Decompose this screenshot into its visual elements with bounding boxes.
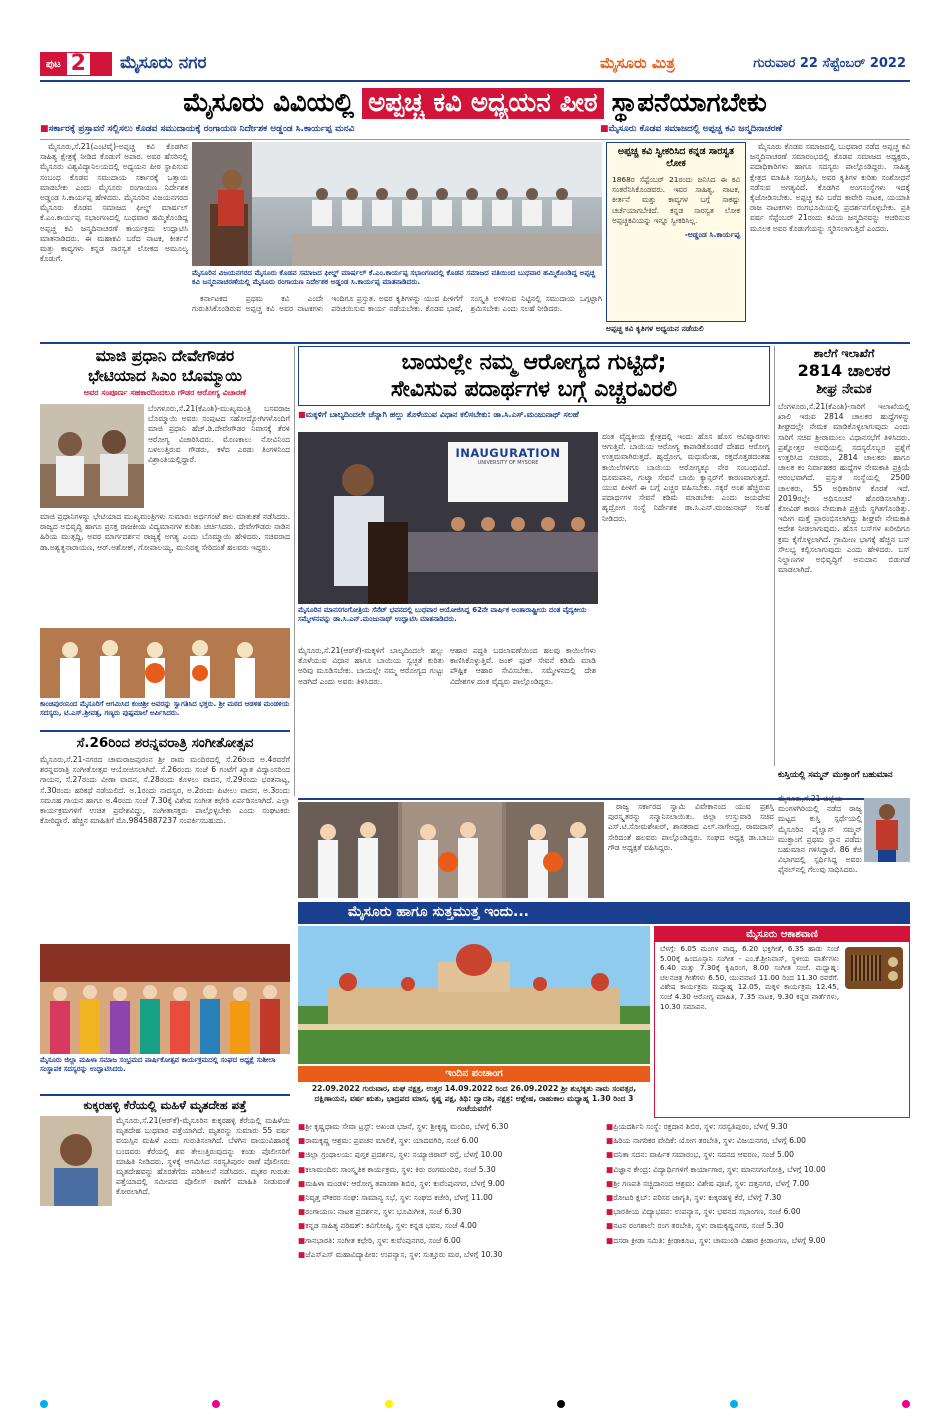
lead-headline	[40, 84, 910, 122]
health-title-1: ಬಾಯಲ್ಲೇ ನಮ್ಮ ಆರೋಗ್ಯದ ಗುಟ್ಟಿದೆ;	[401, 350, 667, 375]
lead-col1-text: ಮೈಸೂರು,ಸೆ.21(ಎಂಟಿವೈ)-ಅಪ್ಪಚ್ಚ ಕವಿ ಕೊಡಗಿನ ಸಾಹಿತ್ಯ ಕ್ಷೇತ್ರಕ್ಕೆ ನೀಡಿದ ಕೊಡುಗೆ ಅಪಾರ. ಅವರ ಹೆಸರಿನಲ್ಲಿ ಮೈಸೂರು ವಿಶ್ವವಿದ್ಯಾನಿಲಯದಲ್ಲಿ ಅಧ್ಯಯನ ಪೀಠ ಸ್ಥಾಪಿಸುವ ಸಂಬಂಧ ಕೊಡವ ಸಮುದಾಯ ಸರ್ಕಾರಕ್ಕೆ ಒತ್ತಾಯ ಮಾಡಬೇಕು ಎಂದು ಮೈಸೂರು ರಂಗಾಯಣ ನಿರ್ದೇಶಕ ಅಡ್ಡಂಡ ಸಿ.ಕಾರ್ಯಪ್ಪ ಹೇಳಿದರು. ಮೈಸೂರಿನ ವಿಜಯನಗರದ ಮೈಸೂರು ಕೊಡವ ಸಮಾಜದ ಫೀಲ್ಡ್ ಮಾರ್ಷಲ್ ಕೆ.ಎಂ.ಕಾರ್ಯಪ್ಪ ಸಭಾಂಗಣದಲ್ಲಿ ಬುಧವಾರ ಹಮ್ಮಿಕೊಂಡಿದ್ದ ಅಪ್ಪಚ್ಚ ಕವಿ ಜನ್ಮದಿನಾಚರಣೆ ಕಾರ್ಯಕ್ರಮ ಉದ್ಘಾಟಿಸಿ ಮಾತನಾಡಿದರು. ಈ ಮಹಾಕವಿ ಬರೆದ ನಾಟಕ, ಕೀರ್ತನೆ ಮತ್ತು ಕಾವ್ಯಗಳು ಕನ್ನಡ ಸಾರಸ್ವತ ಲೋಕದ ಅಮೂಲ್ಯ ಕೊಡುಗೆ.	[40, 142, 188, 264]
palace-photo-scene	[298, 926, 650, 1064]
radio-text: ಬೆಳಗ್ಗೆ: 6.05 ಮಂಗಳ ವಾದ್ಯ, 6.20 ಭಕ್ತಿಗೀತೆ, 6.35 ಹಾಡು ಸಂಜೆ 5.00ಕ್ಕೆ ಹಿಂದೂಸ್ತಾನಿ ಸಂಗೀತ - ಎಂ.ಕೆ.ಶ್ರೀನಿವಾಸ್, ಸ್ಥಳೀಯ ವಾರ್ತೆಗಳು 6.40 ಮತ್ತು 7.30ಕ್ಕೆ ಕೃಷಿರಂಗ, 8.00 ಸಂಗೀತ ಸಂಜೆ. ಮಧ್ಯಾಹ್ನ: ಚಲನಚಿತ್ರ ಗೀತೆಗಳು 6.50, ಯುವವಾಣಿ 11.00 ರಿಂದ 11.30 ರವರೆಗೆ. ವಿಶೇಷ ಕಾರ್ಯಕ್ರಮ ಮಧ್ಯಾಹ್ನ 12.05, ಮಕ್ಕಳ ಕಾರ್ಯಕ್ರಮ 12.45, ಸಂಜೆ 4.30 ಆರೋಗ್ಯ ಮಾಹಿತಿ, 7.35 ನಾಟಕ, 9.30 ಕನ್ನಡ ವಾರ್ತೆಗಳು, 10.30 ಸಮಾಪನ.	[660, 944, 839, 1011]
lead-right-col	[750, 142, 910, 338]
masthead	[40, 50, 910, 80]
recruitment-text: ಬೆಂಗಳೂರು,ಸೆ.21(ಕೆಎಂಶಿ)-ಸಾರಿಗೆ ಇಲಾಖೆಯಲ್ಲಿ ಖಾಲಿ ಇರುವ 2814 ಚಾಲಕರ ಹುದ್ದೆಗಳನ್ನು ಶೀಘ್ರದಲ್ಲೇ ನೇಮಕ ಮಾಡಿಕೊಳ್ಳಲಾಗುವುದು ಎಂದು ಸಾರಿಗೆ ಸಚಿವ ಶ್ರೀರಾಮುಲು ವಿಧಾನಸಭೆಗೆ ತಿಳಿಸಿದರು. ಪ್ರಶ್ನೋತ್ತರ ಅವಧಿಯಲ್ಲಿ ಸದಸ್ಯರೊಬ್ಬರ ಪ್ರಶ್ನೆಗೆ ಉತ್ತರಿಸಿದ ಸಚಿವರು, 2814 ಚಾಲಕರು ಹಾಗೂ ಚಾಲಕ ಕಂ ನಿರ್ವಾಹಕರ ಹುದ್ದೆಗಳ ನೇಮಕಾತಿ ಪ್ರಕ್ರಿಯೆ ಆರಂಭವಾಗಿದೆ. ಪ್ರಸ್ತುತ ಸಂಸ್ಥೆಯಲ್ಲಿ 2500 ಚಾಲಕರು, 55 ಅಧಿಕಾರಿಗಳ ಕೊರತೆ ಇದೆ. 2019ರಲ್ಲೇ ಅಧಿಸೂಚನೆ ಹೊರಡಿಸಲಾಗಿತ್ತು. ಕೋವಿಡ್ ಕಾರಣ ನೇಮಕಾತಿ ಪ್ರಕ್ರಿಯೆ ಸ್ಥಗಿತಗೊಂಡಿತ್ತು. ಇದೀಗ ಮತ್ತೆ ಪ್ರಾರಂಭಿಸಲಾಗಿದ್ದು ಶೀಘ್ರವೇ ನೇಮಕಾತಿ ಆದೇಶ ನೀಡಲಾಗುವುದು. ಹೊಸ ಬಸ್‌ಗಳ ಖರೀದಿಗೂ ಕ್ರಮ ಕೈಗೊಳ್ಳಲಾಗಿದೆ. ಗ್ರಾಮೀಣ ಭಾಗಕ್ಕೆ ಹೆಚ್ಚಿನ ಬಸ್ ಸೌಲಭ್ಯ ಕಲ್ಪಿಸಲಾಗುವುದು ಎಂದು ಹೇಳಿದರು. ಬಸ್ ನಿಲ್ದಾಣಗಳ ಅಭಿವೃದ್ಧಿಗೆ ಅನುದಾನ ಬಿಡುಗಡೆ ಮಾಡಲಾಗಿದೆ.	[778, 402, 910, 575]
health-text-left: ಮೈಸೂರು,ಸೆ.21(ಆರ್‌ಕೆ)-ಮಕ್ಕಳಿಗೆ ಬಾಲ್ಯದಿಂದಲೇ ಹಲ್ಲು ತೊಳೆಯುವ ವಿಧಾನ ಹಾಗೂ ಬಾಯಿಯ ಸ್ವಚ್ಛತೆ ಕುರಿತು ಅರಿವು ಮೂಡಿಸಬೇಕು. ಬಾಯಲ್ಲೇ ನಮ್ಮ ಆರೋಗ್ಯದ ಗುಟ್ಟು ಅಡಗಿದೆ ಎಂದು ಅವರು ತಿಳಿಸಿದರು.	[298, 646, 444, 686]
event-item: ■ ಜೆಎಸ್‌ಎಸ್ ಮಹಾವಿದ್ಯಾಪೀಠ: ಉಪನ್ಯಾಸ, ಸ್ಥಳ: ಸುತ್ತೂರು ಮಠ, ಬೆಳಗ್ಗೆ 10.30	[298, 1250, 602, 1260]
radio-box	[654, 926, 910, 1118]
obituary-text: ಮೈಸೂರು,ಸೆ.21(ಆರ್‌ಕೆ)-ಮೈಸೂರಿನ ಕುಕ್ಕರಹಳ್ಳಿ ಕೆರೆಯಲ್ಲಿ ಮಹಿಳೆಯ ಮೃತದೇಹ ಬುಧವಾರ ಪತ್ತೆಯಾಗಿದೆ. ಮೃತರನ್ನು ಸುಮಾರು 55 ವರ್ಷ ವಯಸ್ಸಿನ ಮಹಿಳೆ ಎಂದು ಗುರುತಿಸಲಾಗಿದೆ. ಬೆಳಗಿನ ವಾಯುವಿಹಾರಕ್ಕೆ ಬಂದವರು ಕೆರೆಯಲ್ಲಿ ಶವ ತೇಲುತ್ತಿರುವುದನ್ನು ಕಂಡು ಪೊಲೀಸರಿಗೆ ಮಾಹಿತಿ ನೀಡಿದರು. ಸ್ಥಳಕ್ಕೆ ಆಗಮಿಸಿದ ಸರಸ್ವತಿಪುರಂ ಠಾಣೆ ಪೊಲೀಸರು ಮೃತದೇಹವನ್ನು ಹೊರತೆಗೆದು ಪರಿಶೀಲನೆ ನಡೆಸಿದರು. ಮೃತರ ಗುರುತು ಪತ್ತೆಯಾದಲ್ಲಿ ಸಮೀಪದ ಪೊಲೀಸ್ ಠಾಣೆಗೆ ಮಾಹಿತಿ ನೀಡುವಂತೆ ಕೋರಲಾಗಿದೆ.	[116, 1116, 290, 1197]
issue-date: ಗುರುವಾರ 22 ಸೆಪ್ಟೆಂಬರ್ 2022	[753, 56, 906, 71]
quote-box	[606, 142, 746, 322]
radio-title: ಮೈಸೂರು ಆಕಾಶವಾಣಿ	[655, 927, 909, 942]
registration-dot	[902, 1400, 910, 1408]
kanchi-caption-text: ಕಾಂಚಿಪುರಂನಿಂದ ಮೈಸೂರಿಗೆ ಆಗಮಿಸಿದ ಕಂಚಿಶ್ರೀ ಅವರನ್ನು ಸ್ವಾಗತಿಸಿದ ಭಕ್ತರು. ಶ್ರೀ ಮಠದ ಆಡಳಿತ ಮಂಡಳಿಯ ಸದಸ್ಯರು, ಟಿ.ಎಸ್.ಶ್ರೀವತ್ಸ, ಗಣ್ಯರು ಪುಷ್ಪಮಾಲೆ ಅರ್ಪಿಸಿದರು.	[40, 700, 290, 717]
page-number-badge	[40, 52, 112, 76]
devegowda-text-2: ಮಾಜಿ ಪ್ರಧಾನಿಗಳನ್ನು ಭೇಟಿಯಾದ ಮುಖ್ಯಮಂತ್ರಿಗಳು ಸುಮಾರು ಅರ್ಧಗಂಟೆ ಕಾಲ ಮಾತುಕತೆ ನಡೆಸಿದರು. ರಾಜ್ಯದ ಅಭಿವೃದ್ಧಿ ಹಾಗೂ ಪ್ರಸಕ್ತ ರಾಜಕೀಯ ವಿದ್ಯಮಾನಗಳ ಕುರಿತು ಚರ್ಚಿಸಿದರು. ದೇವೇಗೌಡರು ನಾಡಿನ ಹಿರಿಯ ಮುತ್ಸದ್ದಿ, ಅವರ ಮಾರ್ಗದರ್ಶನ ರಾಜ್ಯಕ್ಕೆ ಅಗತ್ಯ ಎಂದು ಬೊಮ್ಮಾಯಿ ಹೇಳಿದರು. ಸಚಿವರಾದ ಡಾ.ಅಶ್ವತ್ಥನಾರಾಯಣ, ಆರ್.ಅಶೋಕ್, ಗೋಪಾಲಯ್ಯ, ಮುನಿರತ್ನ ಸೇರಿದಂತೆ ಹಲವರು ಇದ್ದರು.	[40, 512, 290, 552]
event-item: ■ ಮಹಿಳಾ ಮಂಡಳಿ: ಆರೋಗ್ಯ ತಪಾಸಣಾ ಶಿಬಿರ, ಸ್ಥಳ: ಕುವೆಂಪುನಗರ, ಬೆಳಗ್ಗೆ 9.00	[298, 1179, 602, 1189]
health-story	[298, 346, 770, 796]
wrestling-story	[778, 770, 910, 898]
lead-subhead-left: ■ ಸರ್ಕಾರಕ್ಕೆ ಪ್ರಸ್ತಾವನೆ ಸಲ್ಲಿಸಲು ಕೊಡವ ಸಮುದಾಯಕ್ಕೆ ರಂಗಾಯಣ ನಿರ್ದೇಶಕ ಅಡ್ಡಂಡ ಸಿ.ಕಾರ್ಯಪ್ಪ ಮನವಿ	[40, 124, 354, 134]
navaratri-story	[40, 734, 290, 1094]
health-caption	[298, 606, 598, 642]
event-item: ■ ಶ್ರೀ ಕೃಷ್ಣಧಾಮ ಸೇವಾ ಟ್ರಸ್ಟ್: ಅಖಂಡ ಭಜನೆ, ಸ್ಥಳ: ಶ್ರೀಕೃಷ್ಣ ಮಂದಿರ, ಬೆಳಗ್ಗೆ 6.30	[298, 1122, 602, 1132]
event-item: ■ ನಿವೃತ್ತ ನೌಕರರ ಸಂಘ: ಸಾಮಾನ್ಯ ಸಭೆ, ಸ್ಥಳ: ಸಂಘದ ಕಚೇರಿ, ಬೆಳಗ್ಗೆ 11.00	[298, 1193, 602, 1203]
registration-dot	[557, 1400, 565, 1408]
section-rule-1	[40, 342, 910, 344]
event-item: ■ ಭಾರತೀಯ ವಿದ್ಯಾಭವನ: ಉಪನ್ಯಾಸ, ಸ್ಥಳ: ಭವನದ ಸಭಾಂಗಣ, ಸಂಜೆ 6.00	[606, 1207, 910, 1217]
events-banner-text: ಮೈಸೂರು ಹಾಗೂ ಸುತ್ತಮುತ್ತ ಇಂದು...	[348, 904, 529, 920]
inauguration-sub: UNIVERSITY OF MYSORE	[477, 460, 539, 466]
wrestling-title: ಕುಸ್ತಿಯಲ್ಲಿ ಸಮ್ಮನ್ ಮುಕ್ತಾಂಗೆ ಬಹುಮಾನ	[778, 770, 893, 780]
panchanga-title-bar	[298, 1066, 650, 1082]
event-item: ■ ಗಾನಭಾರತಿ: ಸಂಗೀತ ಕಛೇರಿ, ಸ್ಥಳ: ಕುವೆಂಪುನಗರ, ಸಂಜೆ 6.00	[298, 1236, 602, 1246]
lead-under-photo	[192, 294, 602, 338]
kanchi-photo	[40, 628, 290, 698]
event-item: ■ ಪ್ರಿಯದರ್ಶಿನಿ ಸಂಸ್ಥೆ: ರಕ್ತದಾನ ಶಿಬಿರ, ಸ್ಥಳ: ಸರಸ್ವತಿಪುರಂ, ಬೆಳಗ್ಗೆ 9.30	[606, 1122, 910, 1132]
page-number: 2	[67, 53, 90, 75]
vertical-divider-1	[294, 346, 295, 796]
obituary-title: ಕುಕ್ಕರಹಳ್ಳಿ ಕೆರೆಯಲ್ಲಿ ಮಹಿಳೆ ಮೃತದೇಹ ಪತ್ತೆ	[83, 1098, 247, 1112]
devegowda-title-2: ಭೇಟಿಯಾದ ಸಿಎಂ ಬೊಮ್ಮಾಯಿ	[88, 367, 242, 385]
registration-dot	[212, 1400, 220, 1408]
panchanga-text-body: 22.09.2022 ಗುರುವಾರ, ಮಘ ನಕ್ಷತ್ರ, ಉತ್ತರ 14.09.2022 ರಿಂದ 26.09.2022 ಶ್ರೀ ಶುಭಕೃತು ನಾಮ ಸಂವತ್ಸರ, ದಕ್ಷಿಣಾಯನ, ವರ್ಷ ಋತು, ಭಾದ್ರಪದ ಮಾಸ, ಕೃಷ್ಣ ಪಕ್ಷ, ತಿಥಿ: ದ್ವಾದಶಿ, ನಕ್ಷತ್ರ: ಆಶ್ಲೇಷ, ರಾಹುಕಾಲ ಮಧ್ಯಾಹ್ನ 1.30 ರಿಂದ 3 ಗಂಟೆಯವರೆಗೆ	[311, 1084, 637, 1114]
obituary-photo-scene	[40, 1116, 112, 1206]
devegowda-photo	[40, 404, 144, 508]
lead-column-1	[40, 142, 188, 322]
devegowda-subhead: ಅವರ ಸಂಪೂರ್ಣ ಸಹಕಾರದಿಂದಲೂ ಗೌಡರ ಆರೋಗ್ಯ ವಿಚಾರಣೆ	[83, 388, 247, 397]
recruitment-title-3: ಶೀಘ್ರ ನೇಮಕ	[816, 382, 872, 397]
lead-subhead-right: ■ ಮೈಸೂರು ಕೊಡವ ಸಮಾಜದಲ್ಲಿ ಅಪ್ಪಚ್ಚ ಕವಿ ಜನ್ಮದಿನಾಚರಣೆ	[600, 124, 782, 134]
headline-part2: ಅಪ್ಪಚ್ಚ ಕವಿ ಅಧ್ಯಯನ ಪೀಠ	[362, 88, 604, 119]
event-item: ■ ರೋಟರಿ ಕ್ಲಬ್: ಪರಿಸರ ಜಾಗೃತಿ, ಸ್ಥಳ: ಕುಕ್ಕರಹಳ್ಳಿ ಕೆರೆ, ಬೆಳಗ್ಗೆ 7.30	[606, 1193, 910, 1203]
registration-dot	[385, 1400, 393, 1408]
recruitment-story	[778, 346, 910, 766]
lead-bottom-text: ಅಪ್ಪಚ್ಚ ಕವಿ ಕೃತಿಗಳ ಅಧ್ಯಯನ ನಡೆಯಲಿ	[606, 324, 704, 333]
masthead-rule	[40, 80, 910, 82]
page-label: ಪುಟ	[46, 58, 61, 70]
headline-part1: ಮೈಸೂರು ವಿವಿಯಲ್ಲಿ	[183, 87, 355, 118]
registration-dot	[730, 1400, 738, 1408]
wrestling-photo	[864, 798, 910, 862]
inauguration-text: INAUGURATION	[455, 446, 561, 460]
devegowda-text-1: ಬೆಂಗಳೂರು,ಸೆ.21(ಕೆಎಂಶಿ)-ಮುಖ್ಯಮಂತ್ರಿ ಬಸವರಾಜ ಬೊಮ್ಮಾಯಿ ಅವರು ಸಂಪುಟದ ಸಹೋದ್ಯೋಗಿಗಳೊಂದಿಗೆ ಮಾಜಿ ಪ್ರಧಾನಿ ಹೆಚ್.ಡಿ.ದೇವೇಗೌಡರ ನಿವಾಸಕ್ಕೆ ತೆರಳಿ ಆರೋಗ್ಯ ವಿಚಾರಿಸಿದರು. ಮೊಣಕಾಲು ನೋವಿನಿಂದ ಬಳಲುತ್ತಿರುವ ಗೌಡರು, ಕಳೆದ ಎರಡು ತಿಂಗಳಿನಿಂದ ವಿಶ್ರಾಂತಿಯಲ್ಲಿದ್ದಾರೆ.	[148, 404, 290, 465]
navaratri-caption-text: ಮೈಸೂರು ಜಿಲ್ಲಾ ಮಹಿಳಾ ಸಮಾಜ ಸಂಭ್ರಮದ ವಾರ್ಷಿಕೋತ್ಸವ ಕಾರ್ಯಕ್ರಮದಲ್ಲಿ ಸಂಘದ ಅಧ್ಯಕ್ಷೆ ಸುಶೀಲಾ ಸಂಸ್ಥಾಪಕ ಸದಸ್ಯರನ್ನು ಉದ್ಘಾಟಿಸಿದರು.	[40, 1056, 276, 1073]
events-list-left	[298, 1122, 602, 1372]
devegowda-photo-scene	[40, 404, 144, 508]
felicitation-photo-row	[298, 802, 604, 898]
event-item: ■ ಕನ್ನಡ ಸಾಹಿತ್ಯ ಪರಿಷತ್: ಕವಿಗೋಷ್ಠಿ, ಸ್ಥಳ: ಕನ್ನಡ ಭವನ, ಸಂಜೆ 4.00	[298, 1221, 602, 1231]
vertical-divider-2	[774, 346, 775, 766]
lead-photo-caption	[192, 268, 602, 292]
felicitation-text	[608, 802, 774, 898]
paper-name: ಮೈಸೂರು ಮಿತ್ರ	[600, 54, 675, 72]
event-item: ■ ಜಿಲ್ಲಾ ಗ್ರಂಥಾಲಯ: ಪುಸ್ತಕ ಪ್ರದರ್ಶನ, ಸ್ಥಳ: ಸಯ್ಯಾಜಿರಾವ್ ರಸ್ತೆ, ಬೆಳಗ್ಗೆ 10.00	[298, 1150, 602, 1160]
lead-right-text: ಮೈಸೂರು ಕೊಡವ ಸಮಾಜದಲ್ಲಿ ಬುಧವಾರ ನಡೆದ ಅಪ್ಪಚ್ಚ ಕವಿ ಜನ್ಮದಿನಾಚರಣೆ ಸಮಾರಂಭದಲ್ಲಿ ಕೊಡವ ಸಮಾಜದ ಅಧ್ಯಕ್ಷರು, ಪದಾಧಿಕಾರಿಗಳು ಹಾಗೂ ಸದಸ್ಯರು ಪಾಲ್ಗೊಂಡಿದ್ದರು. ಸಾಹಿತ್ಯ ಕ್ಷೇತ್ರದ ಮಾಹಿತಿ ಸಂಗ್ರಹಿಸಿ, ಅವರ ಕೃತಿಗಳ ಕುರಿತು ಸಂಶೋಧನೆ ನಡೆಸುವ ಅಗತ್ಯವಿದೆ. ಕೊಡಗಿನ ಅಂಗಸಂಸ್ಥೆಗಳು ಇದಕ್ಕೆ ಕೈಜೋಡಿಸಬೇಕು. ಅಪ್ಪಚ್ಚ ಕವಿ ಬರೆದ ಕಾವೇರಿ ನಾಟಕ, ಯಯಾತಿ ರಾಜ ನಾಟಕಗಳು ರಂಗಭೂಮಿಯಲ್ಲಿ ಪ್ರದರ್ಶನಗೊಳ್ಳಬೇಕು. ಪ್ರತಿ ವರ್ಷ ಸೆಪ್ಟೆಂಬರ್ 21ರಂದು ಕವಿಯ ಜನ್ಮದಿನವನ್ನು ಆಚರಿಸುವ ಮೂಲಕ ಅವರ ಕೊಡುಗೆಯನ್ನು ಸ್ಮರಿಸಲಾಗುತ್ತಿದೆ ಎಂದರು.	[750, 142, 910, 233]
devegowda-story	[40, 346, 290, 726]
registration-marks	[40, 1400, 910, 1410]
recruitment-title-1: ಶಾಲೆಗೆ ಇಲಾಖೆಗೆ	[813, 347, 875, 360]
event-item: ■ ನಟನ ರಂಗಶಾಲೆ: ರಂಗ ತರಬೇತಿ, ಸ್ಥಳ: ರಾಮಕೃಷ್ಣನಗರ, ಸಂಜೆ 5.30	[606, 1221, 910, 1231]
health-text-mid: ಆಹಾರ ಪದ್ಧತಿ ಬದಲಾವಣೆಯಿಂದ ಹಲವು ಕಾಯಿಲೆಗಳು ಕಾಣಿಸಿಕೊಳ್ಳುತ್ತಿವೆ. ಜಂಕ್ ಫುಡ್ ಸೇವನೆ ಕಡಿಮೆ ಮಾಡಿ ಪೌಷ್ಟಿಕ ಆಹಾರ ಸೇವಿಸಬೇಕು. ಸಮ್ಮೇಳನದಲ್ಲಿ ದೇಶ ವಿದೇಶಗಳ ದಂತ ವೈದ್ಯರು ಪಾಲ್ಗೊಂಡಿದ್ದರು.	[450, 646, 596, 686]
health-caption-text: ಮೈಸೂರಿನ ಮಾನಸಗಂಗೋತ್ರಿಯ ಸೆನೆಟ್ ಭವನದಲ್ಲಿ ಬುಧವಾರ ಆಯೋಜಿಸಿದ್ದ 62ನೇ ವಾರ್ಷಿಕ ಅಂತಾರಾಷ್ಟ್ರೀಯ ದಂತ ವೈದ್ಯಕೀಯ ಸಮ್ಮೇಳನವನ್ನು ಡಾ.ಸಿ.ಎನ್.ಮಂಜುನಾಥ್ ಉದ್ಘಾಟಿಸಿ ಮಾತನಾಡಿದರು.	[298, 606, 587, 623]
health-text-right: ದಂತ ವೈದ್ಯಕೀಯ ಕ್ಷೇತ್ರದಲ್ಲಿ ಇಂದು ಹೊಸ ಹೊಸ ಆವಿಷ್ಕಾರಗಳು ಆಗುತ್ತಿವೆ. ಬಾಯಿಯ ಆರೋಗ್ಯ ಕಾಪಾಡಿಕೊಂಡರೆ ದೇಹದ ಆರೋಗ್ಯ ಉತ್ತಮವಾಗಿರುತ್ತದೆ. ಹೃದ್ರೋಗ, ಮಧುಮೇಹ, ರಕ್ತದೊತ್ತಡದಂತಹ ಕಾಯಿಲೆಗಳಿಗೂ ಬಾಯಿಯ ಆರೋಗ್ಯಕ್ಕೂ ನೇರ ಸಂಬಂಧವಿದೆ. ಧೂಮಪಾನ, ಗುಟ್ಕಾ ಸೇವನೆ ಬಾಯಿ ಕ್ಯಾನ್ಸರ್‌ಗೆ ಕಾರಣವಾಗುತ್ತದೆ. ಯುವ ಪೀಳಿಗೆ ಈ ಬಗ್ಗೆ ಎಚ್ಚರ ವಹಿಸಬೇಕು. ಸಕ್ಕರೆ ಅಂಶ ಹೆಚ್ಚಿರುವ ಪದಾರ್ಥಗಳ ಸೇವನೆ ಕಡಿಮೆ ಮಾಡಬೇಕು ಎಂದು ಜಯದೇವ ಹೃದ್ರೋಗ ಸಂಸ್ಥೆ ನಿರ್ದೇಶಕ ಡಾ.ಸಿ.ಎನ್.ಮಂಜುನಾಥ್ ಸಲಹೆ ನೀಡಿದರು.	[602, 432, 770, 523]
obituary-story	[40, 1098, 290, 1370]
panchanga-text	[298, 1084, 650, 1118]
quote-box-author: -ಅಡ್ಡಂಡ ಸಿ.ಕಾರ್ಯಪ್ಪ	[684, 230, 740, 240]
section-rule-3	[40, 1094, 290, 1096]
event-item: ■ ವಿಜ್ಞಾನ ಕೇಂದ್ರ: ವಿದ್ಯಾರ್ಥಿಗಳಿಗೆ ಕಾರ್ಯಾಗಾರ, ಸ್ಥಳ: ಮಾನಸಗಂಗೋತ್ರಿ, ಬೆಳಗ್ಗೆ 10.00	[606, 1165, 910, 1175]
section-name: ಮೈಸೂರು ನಗರ	[120, 53, 207, 73]
health-subhead: ■ ಮಕ್ಕಳಿಗೆ ಬಾಲ್ಯದಿಂದಲೇ ಚೆನ್ನಾಗಿ ಹಲ್ಲು ತೊಳೆಯುವ ವಿಧಾನ ಕಲಿಸಬೇಕು: ಡಾ.ಸಿ.ಎಸ್.ಮಂಜುನಾಥ್ ಸಲಹೆ	[298, 409, 770, 420]
health-title-2: ಸೇವಿಸುವ ಪದಾರ್ಥಗಳ ಬಗ್ಗೆ ಎಚ್ಚರವಿರಲಿ	[390, 377, 678, 402]
obituary-photo	[40, 1116, 112, 1206]
event-item: ■ ರಂಗಾಯಣ: ನಾಟಕ ಪ್ರದರ್ಶನ, ಸ್ಥಳ: ಭೂಮಿಗೀತ, ಸಂಜೆ 6.30	[298, 1207, 602, 1217]
kanchi-caption	[40, 700, 290, 726]
event-item: ■ ದಸರಾ ಕ್ರೀಡಾ ಸಮಿತಿ: ಕ್ರೀಡಾಕೂಟ, ಸ್ಥಳ: ಚಾಮುಂಡಿ ವಿಹಾರ ಕ್ರೀಡಾಂಗಣ, ಬೆಳಗ್ಗೆ 9.00	[606, 1236, 910, 1246]
kanchi-photo-scene	[40, 628, 290, 698]
section-rule-2	[40, 730, 290, 732]
health-photo	[298, 432, 598, 604]
divider	[40, 139, 910, 140]
event-item: ■ ಶ್ರೀ ಗಣಪತಿ ಸಚ್ಚಿದಾನಂದ ಆಶ್ರಮ: ವಿಶೇಷ ಪೂಜೆ, ಸ್ಥಳ: ದತ್ತನಗರ, ಬೆಳಗ್ಗೆ 7.00	[606, 1179, 910, 1189]
navaratri-photo	[40, 944, 290, 1054]
navaratri-text: ಮೈಸೂರು,ಸೆ.21-ನಗರದ ಚಾಮರಾಜಪುರಂನ ಶ್ರೀ ರಾಮ ಮಂದಿರದಲ್ಲಿ ಸೆ.26ರಿಂದ ಅ.4ರವರೆಗೆ ಶರನ್ನವರಾತ್ರಿ ಸಂಗೀತೋತ್ಸವ ಆಯೋಜಿಸಲಾಗಿದೆ. ಸೆ.26ರಂದು ಸಂಜೆ 6 ಗಂಟೆಗೆ ಖ್ಯಾತ ವಿದ್ವಾಂಸರಿಂದ ಗಾಯನ, ಸೆ.27ರಂದು ವೀಣಾ ವಾದನ, ಸೆ.28ರಂದು ಕೊಳಲು ವಾದನ, ಸೆ.29ರಂದು ಭರತನಾಟ್ಯ, ಸೆ.30ರಂದು ಹರಿಕಥೆ ನಡೆಯಲಿದೆ. ಅ.1ರಂದು ನಾದಸ್ವರ, ಅ.2ರಂದು ಪಿಟೀಲು ವಾದನ, ಅ.3ರಂದು ಸಮೂಹ ಗಾಯನ ಹಾಗೂ ಅ.4ರಂದು ಸಂಜೆ 7.30ಕ್ಕೆ ವಿಶೇಷ ಸಂಗೀತ ಕಛೇರಿ ಏರ್ಪಡಿಸಲಾಗಿದೆ. ಎಲ್ಲಾ ಕಾರ್ಯಕ್ರಮಗಳಿಗೆ ಉಚಿತ ಪ್ರವೇಶವಿದ್ದು, ಸಂಗೀತಾಸಕ್ತರು ಪಾಲ್ಗೊಳ್ಳಬೇಕು ಎಂದು ಸಂಘಟಕರು ಕೋರಿದ್ದಾರೆ. ಹೆಚ್ಚಿನ ಮಾಹಿತಿಗೆ ಮೊ.9845887237 ಸಂಪರ್ಕಿಸಬಹುದು.	[40, 755, 290, 826]
navaratri-title: ಸೆ.26ರಿಂದ ಶರನ್ನವರಾತ್ರಿ ಸಂಗೀತೋತ್ಸವ	[76, 735, 254, 751]
quote-box-title: ಅಪ್ಪಚ್ಚ ಕವಿ ಸ್ವೀಕರಿಸಿದ ಕನ್ನಡ ಸಾರಸ್ವತ ಲೋಕ	[617, 146, 735, 169]
navaratri-photo-scene	[40, 944, 290, 1054]
felicitation-photo-scene	[298, 802, 604, 898]
registration-dot	[40, 1400, 48, 1408]
navaratri-caption	[40, 1056, 290, 1092]
lead-photo-scene	[192, 142, 602, 266]
events-banner	[298, 902, 910, 924]
lead-photo	[192, 142, 602, 266]
panchanga-title: ಇಂದಿನ ಪಂಚಾಂಗ	[445, 1068, 503, 1079]
wrestling-photo-scene	[864, 798, 910, 862]
wrestling-text: ಮೈಸೂರು,ಸೆ.21-ಜಿಲ್ಲೆಯ ಮಂಗಳಗಿರಿಯಲ್ಲಿ ನಡೆದ ರಾಜ್ಯ ಮಟ್ಟದ ಕುಸ್ತಿ ಸ್ಪರ್ಧೆಯಲ್ಲಿ ಮೈಸೂರಿನ ಪೈಲ್ವಾನ್ ಸಮ್ಮನ್ ಮುಕ್ತಾಂಗೆ ಪ್ರಥಮ ಸ್ಥಾನ ಪಡೆದು ಬಹುಮಾನ ಗಳಿಸಿದ್ದಾರೆ. 86 ಕೆಜಿ ವಿಭಾಗದಲ್ಲಿ ಸ್ಪರ್ಧಿಸಿದ್ದ ಅವರು ಫೈನಲ್‌ನಲ್ಲಿ ಗೆಲುವು ಸಾಧಿಸಿದರು.	[778, 794, 862, 875]
felicitation-text-body: ರಾಜ್ಯ ಸರ್ಕಾರದ ಸ್ವಾಮಿ ವಿವೇಕಾನಂದ ಯುವ ಪ್ರಶಸ್ತಿ ಪುರಸ್ಕೃತರನ್ನು ಸನ್ಮಾನಿಸಲಾಯಿತು. ಜಿಲ್ಲಾ ಉಸ್ತುವಾರಿ ಸಚಿವ ಎಸ್.ಟಿ.ಸೋಮಶೇಖರ್, ಶಾಸಕರಾದ ಎಲ್.ನಾಗೇಂದ್ರ, ರಾಮದಾಸ್ ಸೇರಿದಂತೆ ಹಲವರು ಪಾಲ್ಗೊಂಡಿದ್ದರು. ಸಂಘದ ಅಧ್ಯಕ್ಷ ಡಾ.ಬಾಬು ಗೌಡ ಅಧ್ಯಕ್ಷತೆ ವಹಿಸಿದ್ದರು.	[608, 802, 774, 852]
event-item: ■ ಹಿರಿಯ ನಾಗರಿಕರ ವೇದಿಕೆ: ಯೋಗ ತರಬೇತಿ, ಸ್ಥಳ: ವಿಜಯನಗರ, ಬೆಳಗ್ಗೆ 6.00	[606, 1136, 910, 1146]
event-item: ■ ವನಿತಾ ಸದನ: ವಾರ್ಷಿಕ ಸಮಾರಂಭ, ಸ್ಥಳ: ಸದನದ ಆವರಣ, ಸಂಜೆ 5.00	[606, 1150, 910, 1160]
lead-under-photo-text: ಕರ್ನಾಟಕದ ಪ್ರಥಮ ಕವಿ ಎಂದೇ ಗುರುತಿಸಿಕೊಂಡಿರುವ ಅಪ್ಪಚ್ಚ ಕವಿ ಅವರ ನಾಟಕಗಳು ಇಂದಿಗೂ ಪ್ರಸ್ತುತ. ಅವರ ಕೃತಿಗಳನ್ನು ಯುವ ಪೀಳಿಗೆಗೆ ಪರಿಚಯಿಸುವ ಕಾರ್ಯ ನಡೆಯಬೇಕು. ಕೊಡವ ಭಾಷೆ, ಸಂಸ್ಕೃತಿ ಉಳಿಸುವ ನಿಟ್ಟಿನಲ್ಲಿ ಸಮುದಾಯ ಒಗ್ಗಟ್ಟಾಗಿ ಶ್ರಮಿಸಬೇಕು ಎಂದು ಸಲಹೆ ನೀಡಿದರು.	[192, 294, 602, 314]
events-list-right	[606, 1122, 910, 1372]
event-item: ■ ರಾಮಕೃಷ್ಣ ಆಶ್ರಮ: ಪ್ರವಚನ ಮಾಲಿಕೆ, ಸ್ಥಳ: ಯಾದವಗಿರಿ, ಸಂಜೆ 6.00	[298, 1136, 602, 1146]
quote-box-text: 1868ರ ಸೆಪ್ಟೆಂಬರ್ 21ರಂದು ಜನಿಸಿದ ಈ ಕವಿ ಸಂತರೆನಿಸಿಕೊಂಡವರು. ಇವರ ಸಾಹಿತ್ಯ, ನಾಟಕ, ಕೀರ್ತನೆ ಮತ್ತು ಕಾವ್ಯಗಳ ಬಗ್ಗೆ ಸಾಕಷ್ಟು ಚರ್ಚೆಯಾಗಬೇಕಿದೆ. ಕನ್ನಡ ಸಾರಸ್ವತ ಲೋಕ ಅಪ್ಪಚ್ಚಕವಿಯನ್ನು ಇನ್ನೂ ಸ್ವೀಕರಿಸಿಲ್ಲ.	[612, 175, 740, 225]
lead-caption-text: ಮೈಸೂರಿನ ವಿಜಯನಗರದ ಮೈಸೂರು ಕೊಡವ ಸಮಾಜದ ಫೀಲ್ಡ್ ಮಾರ್ಷಲ್ ಕೆ.ಎಂ.ಕಾರ್ಯಪ್ಪ ಸಭಾಂಗಣದಲ್ಲಿ ಕೊಡವ ಸಮಾಜದ ವತಿಯಿಂದ ಬುಧವಾರ ಹಮ್ಮಿಕೊಂಡಿದ್ದ ಅಪ್ಪಚ್ಚ ಕವಿ ಜನ್ಮದಿನಾಚರಣೆಯಲ್ಲಿ ಮೈಸೂರು ರಂಗಾಯಣ ನಿರ್ದೇಶಕ ಅಡ್ಡಂಡ ಸಿ.ಕಾರ್ಯಪ್ಪ ಮಾತನಾಡಿದರು.	[192, 268, 596, 286]
health-title-box	[298, 346, 770, 406]
radio-icon	[845, 947, 903, 989]
inauguration-banner	[450, 446, 566, 466]
recruitment-title-2: 2814 ಚಾಲಕರ	[797, 361, 891, 380]
devegowda-title-1: ಮಾಜಿ ಪ್ರಧಾನಿ ದೇವೇಗೌಡರ	[95, 347, 235, 365]
palace-photo	[298, 926, 650, 1064]
lead-subhead-row	[40, 124, 910, 138]
headline-part3: ಸ್ಥಾಪನೆಯಾಗಬೇಕು	[611, 87, 767, 118]
event-item: ■ ಕಲಾಮಂದಿರ: ಸಾಂಸ್ಕೃತಿಕ ಕಾರ್ಯಕ್ರಮ, ಸ್ಥಳ: ಕಿರು ರಂಗಮಂದಿರ, ಸಂಜೆ 5.30	[298, 1165, 602, 1175]
lead-bottom-col	[606, 324, 746, 338]
